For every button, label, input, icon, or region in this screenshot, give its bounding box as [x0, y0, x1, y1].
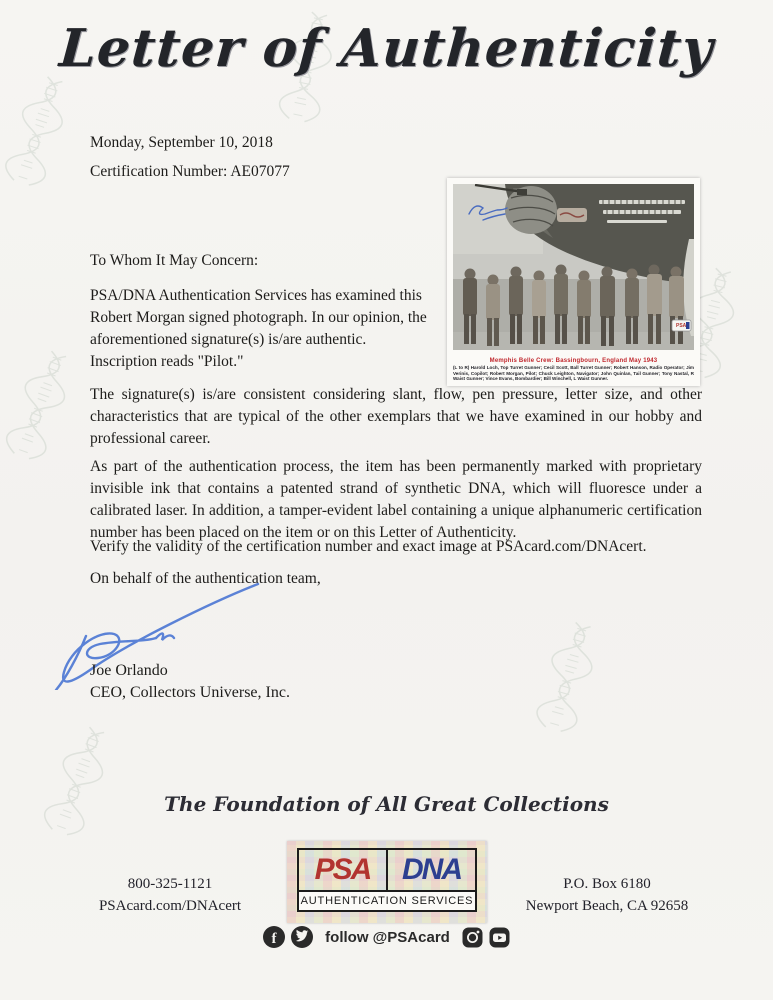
po-box: P.O. Box 6180	[563, 876, 651, 892]
psa-logo	[297, 848, 388, 892]
signer-name: Joe Orlando	[90, 662, 168, 679]
website-url: PSAcard.com/DNAcert	[98, 897, 242, 914]
salutation: To Whom It May Concern:	[90, 252, 259, 269]
photo-caption: Memphis Belle Crew: Bassingbourn, England May 1943	[489, 358, 658, 364]
signed-photograph	[447, 178, 700, 386]
footer-contact-address	[502, 874, 712, 918]
youtube-icon	[489, 927, 510, 948]
psa-sticker	[672, 320, 691, 331]
signer-title: CEO, Collectors Universe, Inc.	[90, 684, 290, 701]
footer-tagline: The Foundation of All Great Collections	[164, 792, 609, 816]
paragraph-consistency: The signature(s) is/are consistent considering slant, flow, pen pressure, letter size, and other characteristics that are typical of the other exemplars that we have examined in our hobby and professional career.	[90, 386, 702, 447]
phone-number: 800-325-1121	[127, 876, 213, 892]
dna-logo	[388, 848, 477, 892]
footer-contact-phone	[65, 874, 275, 918]
letter-date: Monday, September 10, 2018	[90, 134, 273, 151]
page-title: Letter of Authenticity	[57, 18, 716, 79]
paragraph-verify: Verify the validity of the certification number and exact image at PSAcard.com/DNAcert.	[90, 538, 647, 555]
svg-text:f: f	[271, 931, 277, 947]
psa-dna-label	[287, 841, 487, 923]
authentication-services-banner: AUTHENTICATION SERVICES	[297, 892, 477, 912]
dna-logo-text: DNA	[402, 853, 461, 886]
dna-watermark-icon	[523, 587, 614, 767]
paragraph-inscription: Inscription reads "Pilot."	[90, 353, 244, 370]
dna-watermark-icon	[27, 692, 128, 871]
photo-crew-names: (L to R) Harold Loch, Top Turret Gunner; Cecil Scott, Ball Turret Gunner; Robert Hanson, Radio Operator; Jim Verinis, Copilot; Robert Morgan, Pilot; Chuck Leighton, Navigator; John Quinlan, Tail Gunner; Tony Nastal, R Waist Gunner; Vince Evans, Bombardier; Bill Winchell, L Waist Gunner.	[453, 365, 694, 382]
closing-line: On behalf of the authentication team,	[90, 570, 321, 587]
svg-text:PSA: PSA	[676, 323, 687, 329]
paragraph-opinion: PSA/DNA Authentication Services has examined this Robert Morgan signed photograph. In our opinion, the aforementioned signature(s) is/are authentic.	[90, 287, 427, 348]
dna-watermark-icon	[0, 316, 91, 495]
facebook-icon	[263, 926, 285, 948]
twitter-icon	[291, 926, 313, 948]
paragraph-dna-process: As part of the authentication process, the item has been permanently marked with proprietary invisible ink that contains a patented strand of synthetic DNA, which will fluoresce under a calibrated laser. In addition, a tamper-evident label containing a unique alphanumeric certification number has been placed on the item or on this Letter of Authenticity.	[90, 458, 702, 541]
city-state-zip: Newport Beach, CA 92658	[525, 897, 689, 914]
certification-number: Certification Number: AE07077	[90, 163, 290, 180]
photo-scene	[453, 184, 694, 350]
psa-logo-text: PSA	[314, 853, 371, 886]
social-row	[0, 926, 773, 948]
social-handle: follow @PSAcard	[325, 928, 450, 946]
instagram-icon	[462, 927, 483, 948]
